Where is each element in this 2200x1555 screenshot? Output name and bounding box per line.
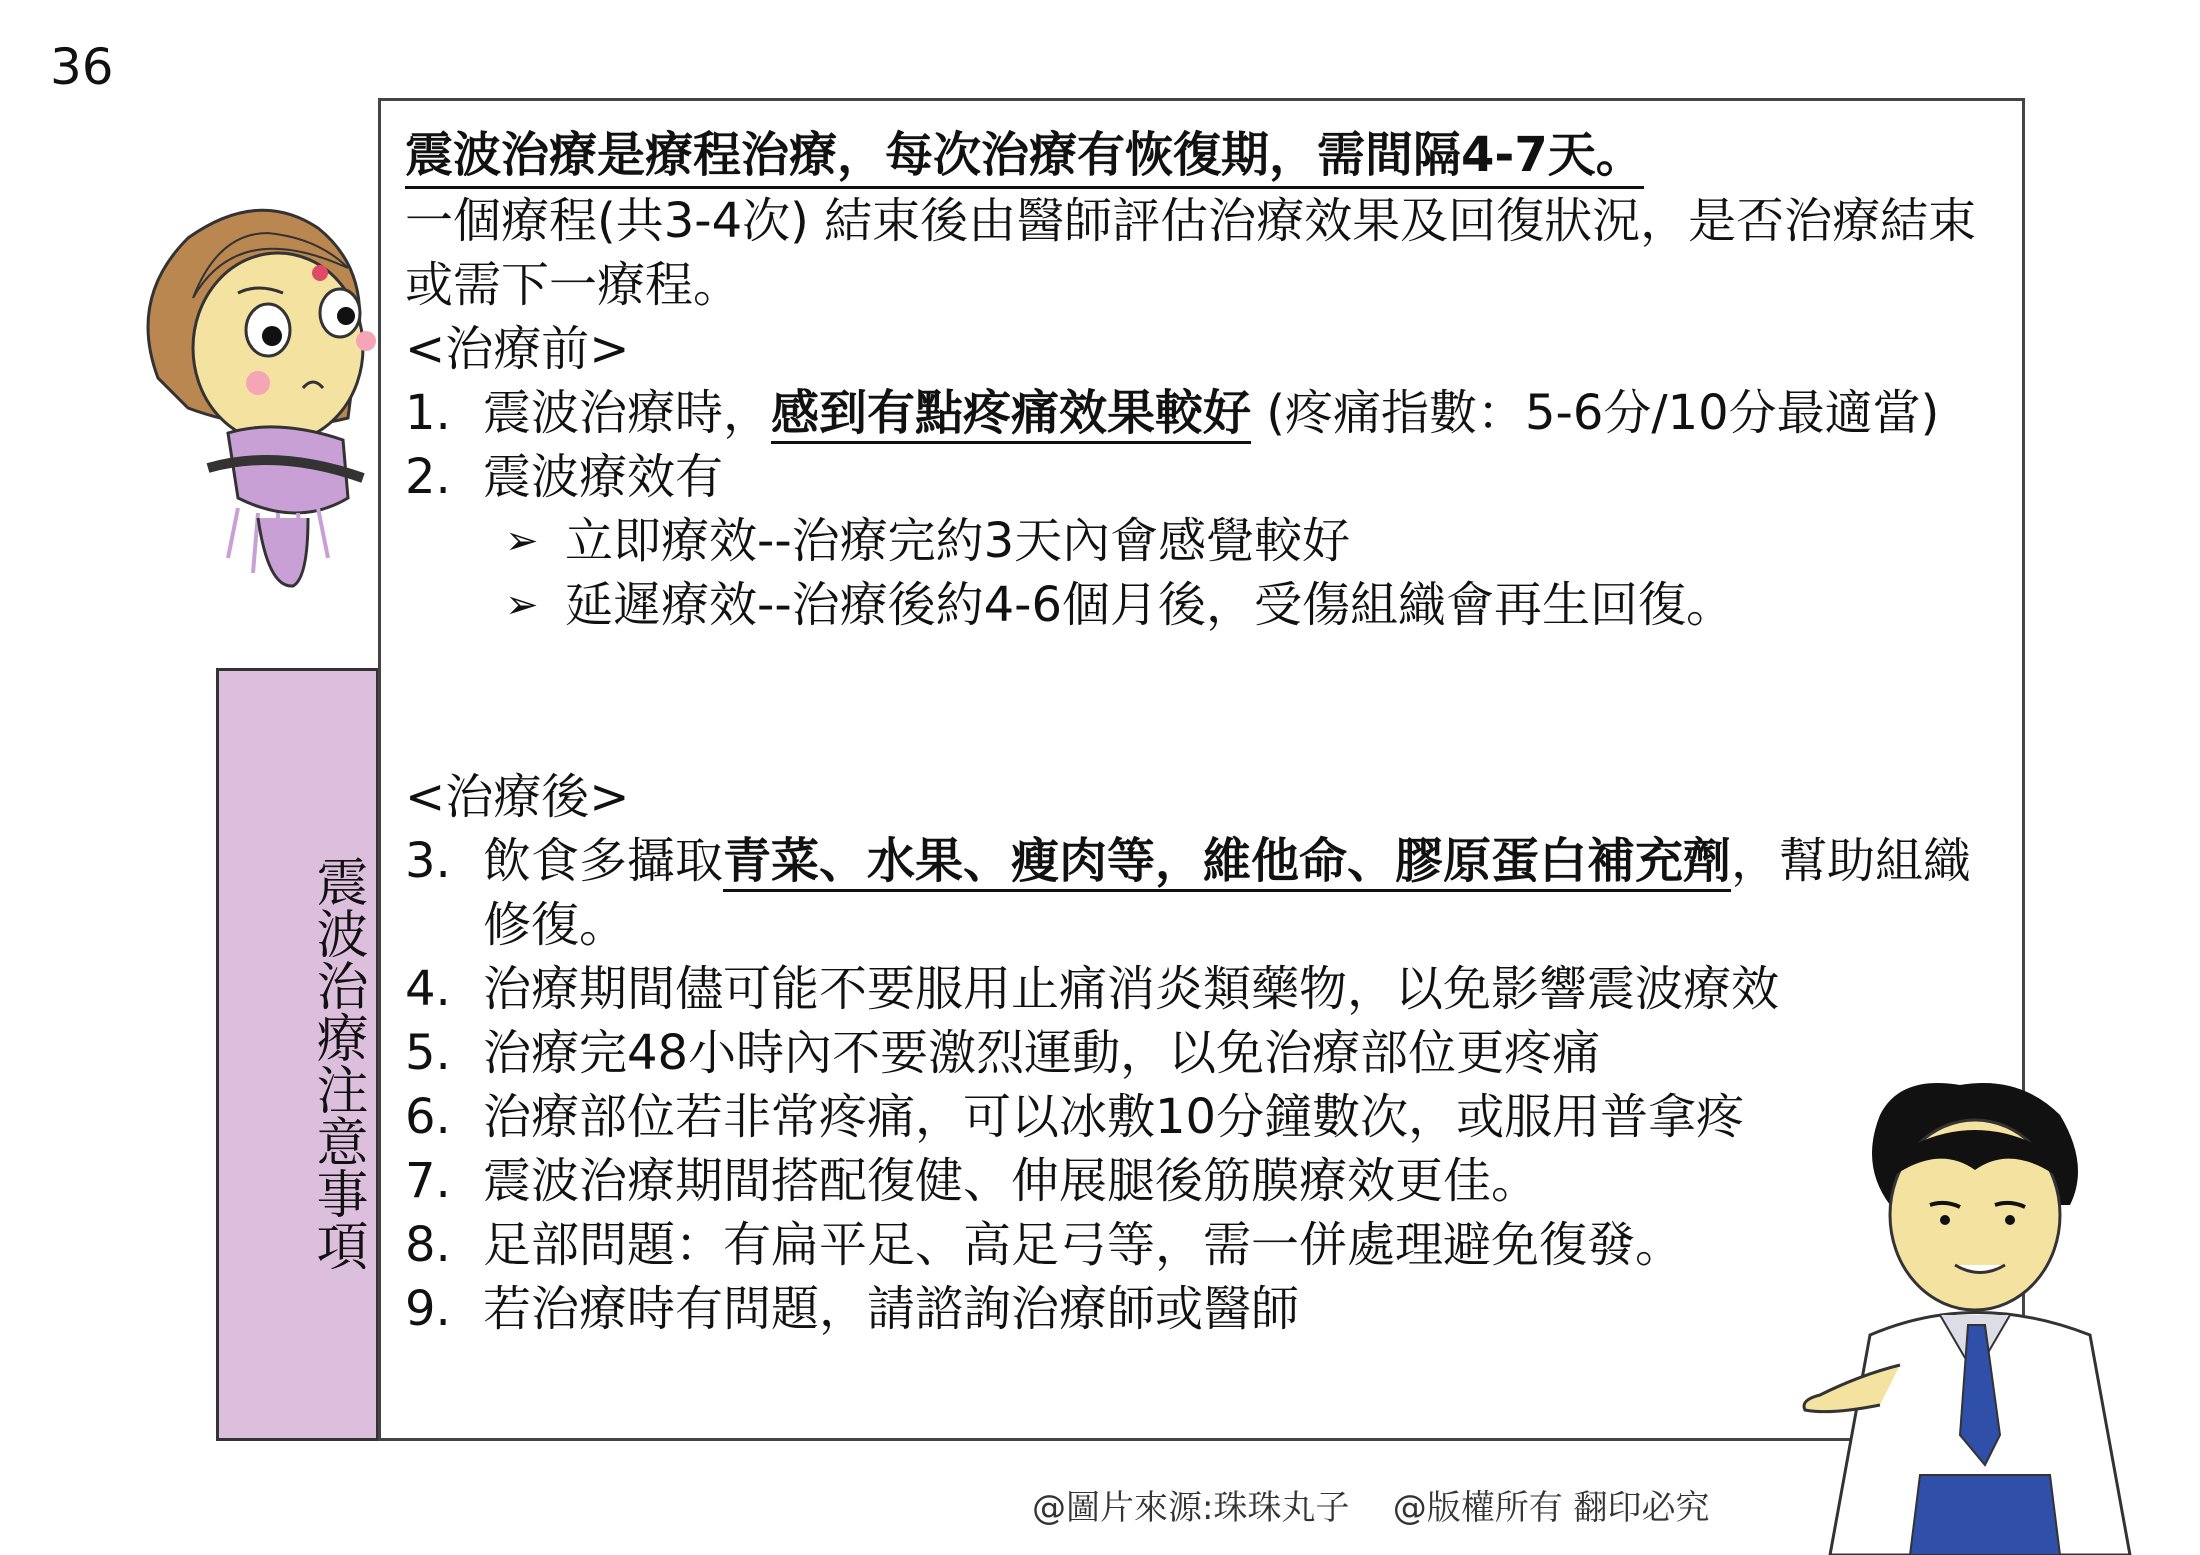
item-number: 1.: [405, 385, 451, 441]
footer-credit: [1032, 1480, 1710, 1529]
worried-girl-illustration: [118, 178, 398, 598]
item-text: 震波治療期間搭配復健、伸展腿後筋膜療效更佳。: [483, 1153, 1540, 1209]
image-source-credit: @圖片來源:珠珠丸子: [1032, 1488, 1350, 1528]
copyright-notice: @版權所有 翻印必究: [1392, 1488, 1710, 1528]
sub-list-item: [505, 509, 2005, 573]
arrow-bullet-icon: ➢: [505, 518, 539, 564]
item-text-emphasis: 青菜、水果、瘦肉等，維他命、膠原蛋白補充劑: [723, 833, 1731, 892]
item-number: 7.: [405, 1153, 451, 1209]
item-text-post: ，幫助組織修復。: [483, 833, 1972, 953]
item-text: 治療完48小時內不要激烈運動，以免治療部位更疼痛: [483, 1025, 1601, 1081]
item-text-pre: 震波治療時，: [483, 385, 772, 441]
pointing-doctor-illustration: [1800, 1075, 2200, 1555]
before-list: [405, 381, 2005, 509]
item-text-post: (疼痛指數：5-6分/10分最適當): [1251, 385, 1940, 441]
sub-item-text: 立即療效--治療完約3天內會感覺較好: [565, 513, 1351, 569]
side-tab-title: 震波治療注意事項: [307, 855, 367, 1271]
list-item: [405, 1213, 2005, 1277]
item-number: 8.: [405, 1217, 451, 1273]
item-number: 2.: [405, 449, 451, 505]
item-number: 6.: [405, 1089, 451, 1145]
before-label: <治療前>: [405, 321, 630, 377]
item-number: 9.: [405, 1281, 451, 1337]
effect-sublist: [405, 509, 2005, 637]
list-item: [405, 445, 2005, 509]
content-panel: [378, 98, 2025, 1441]
item-number: 4.: [405, 961, 451, 1017]
sub-item-text: 延遲療效--治療後約4-6個月後，受傷組織會再生回復。: [565, 577, 1735, 633]
list-item: [405, 1149, 2005, 1213]
list-item: [405, 1277, 2005, 1341]
headline: 震波治療是療程治療，每次治療有恢復期，需間隔4-7天。: [405, 124, 1644, 189]
list-item: [405, 829, 2005, 957]
item-number: 5.: [405, 1025, 451, 1081]
list-item: [405, 1085, 2005, 1149]
sub-list-item: [505, 573, 2005, 637]
after-label: <治療後>: [405, 769, 630, 825]
item-text-emphasis: 感到有點疼痛效果較好: [771, 385, 1251, 444]
arrow-bullet-icon: ➢: [505, 582, 539, 628]
item-text: [483, 381, 2005, 445]
content-body: [405, 123, 2005, 1341]
item-number: 3.: [405, 833, 451, 889]
side-tab: [216, 668, 379, 1441]
item-text: 震波療效有: [483, 449, 724, 505]
list-item: [405, 1021, 2005, 1085]
item-text: 治療部位若非常疼痛，可以冰敷10分鐘數次，或服用普拿疼: [483, 1089, 1745, 1145]
spacer: [405, 637, 2005, 765]
item-text: 足部問題：有扁平足、高足弓等，需一併處理避免復發。: [483, 1217, 1684, 1273]
intro-paragraph: 一個療程(共3-4次) 結束後由醫師評估治療效果及回復狀況，是否治療結束或需下一療程。: [405, 193, 1977, 313]
list-item: [405, 957, 2005, 1021]
after-list: [405, 829, 2005, 1341]
item-text: [483, 829, 2005, 957]
list-item: [405, 381, 2005, 445]
item-text: 治療期間儘可能不要服用止痛消炎類藥物，以免影響震波療效: [483, 961, 1780, 1017]
page-number: 36: [50, 38, 114, 96]
item-text-pre: 飲食多攝取: [483, 833, 724, 889]
item-text: 若治療時有問題，請諮詢治療師或醫師: [483, 1281, 1300, 1337]
